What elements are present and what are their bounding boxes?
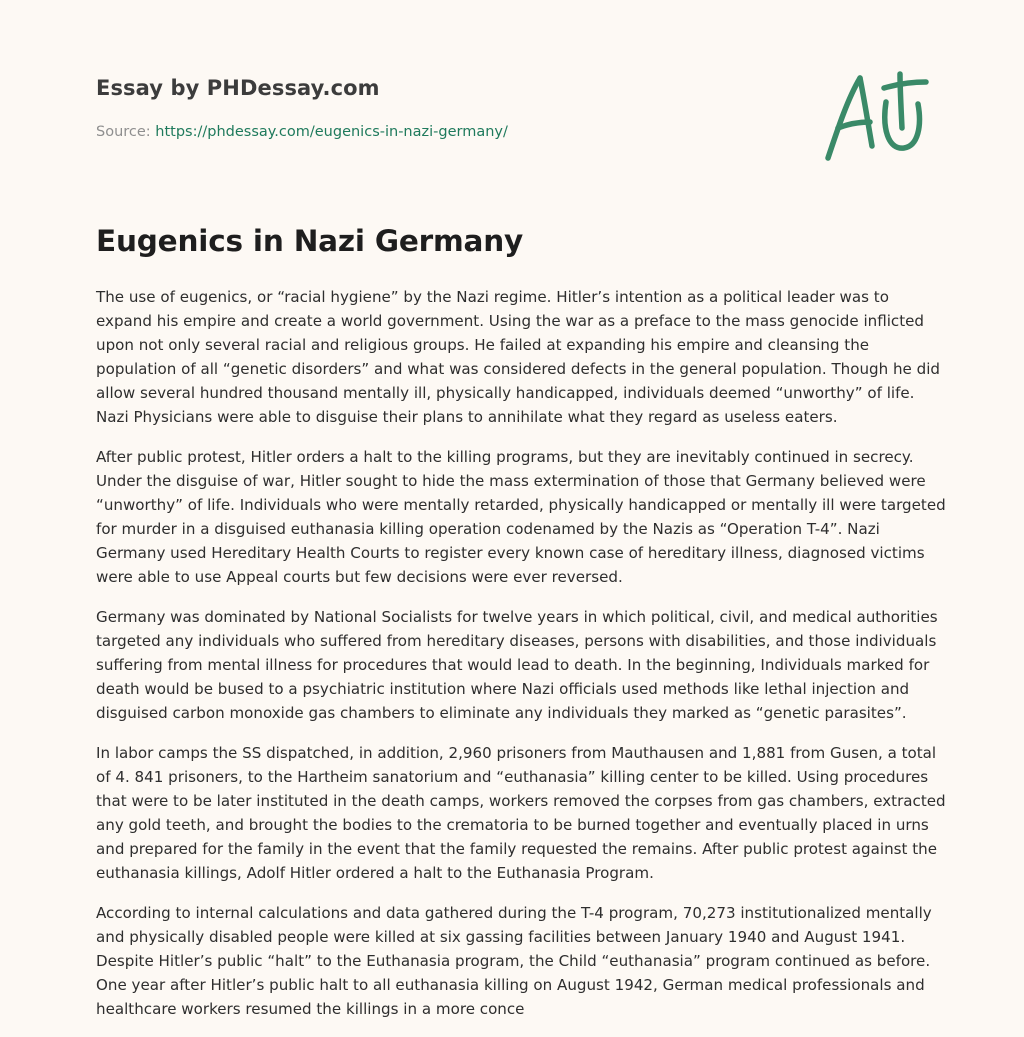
- a-plus-logo: [818, 68, 930, 164]
- essay-body: [96, 285, 946, 1037]
- source-link[interactable]: https://phdessay.com/eugenics-in-nazi-germany/: [155, 124, 508, 140]
- site-brand: Essay by PHDessay.com: [96, 76, 380, 100]
- essay-paragraph: The use of eugenics, or “racial hygiene” by the Nazi regime. Hitler’s intention as a political leader was to expand his empire and create a world government. Using the war as a preface to the mass genocide inflicted upon not only several racial and religious groups. He failed at expanding his empire and cleansing the population of all “genetic disorders” and what was considered defects in the general population. Though he did allow several hundred thousand mentally ill, physically handicapped, individuals deemed “unworthy” of life. Nazi Physicians were able to disguise their plans to annihilate what they regard as useless eaters.: [96, 288, 940, 426]
- essay-paragraph: After public protest, Hitler orders a halt to the killing programs, but they are inevitably continued in secrecy. Under the disguise of war, Hitler sought to hide the mass extermination of those that Germany believed were “unworthy” of life. Individuals who were mentally retarded, physically handicapped or mentally ill were targeted for murder in a disguised euthanasia killing operation codenamed by the Nazis as “Operation T-4”. Nazi Germany used Hereditary Health Courts to register every known case of hereditary illness, diagnosed victims were able to use Appeal courts but few decisions were ever reversed.: [96, 448, 946, 586]
- essay-paragraph: According to internal calculations and data gathered during the T-4 program, 70,273 institutionalized mentally and physically disabled people were killed at six gassing facilities between January 1940 and August 1941. Despite Hitler’s public “halt” to the Euthanasia program, the Child “euthanasia” program continued as before. One year after Hitler’s public halt to all euthanasia killing on August 1942, German medical professionals and healthcare workers resumed the killings in a more conce: [96, 904, 932, 1018]
- essay-paragraph: In labor camps the SS dispatched, in addition, 2,960 prisoners from Mauthausen and 1,881 from Gusen, a total of 4. 841 prisoners, to the Hartheim sanatorium and “euthanasia” killing center to be killed. Using procedures that were to be later instituted in the death camps, workers removed the corpses from gas chambers, extracted any gold teeth, and brought the bodies to the crematoria to be burned together and eventually placed in urns and prepared for the family in the event that the family requested the remains. After public protest against the euthanasia killings, Adolf Hitler ordered a halt to the Euthanasia Program.: [96, 744, 946, 882]
- essay-paragraph: Germany was dominated by National Socialists for twelve years in which political, civil, and medical authorities targeted any individuals who suffered from hereditary diseases, persons with disabilities, and those individuals suffering from mental illness for procedures that would lead to death. In the beginning, Individuals marked for death would be bused to a psychiatric institution where Nazi officials used methods like lethal injection and disguised carbon monoxide gas chambers to eliminate any individuals they marked as “genetic parasites”.: [96, 608, 938, 722]
- source-line: [96, 124, 508, 140]
- source-label: Source:: [96, 124, 151, 140]
- essay-title: Eugenics in Nazi Germany: [96, 224, 524, 258]
